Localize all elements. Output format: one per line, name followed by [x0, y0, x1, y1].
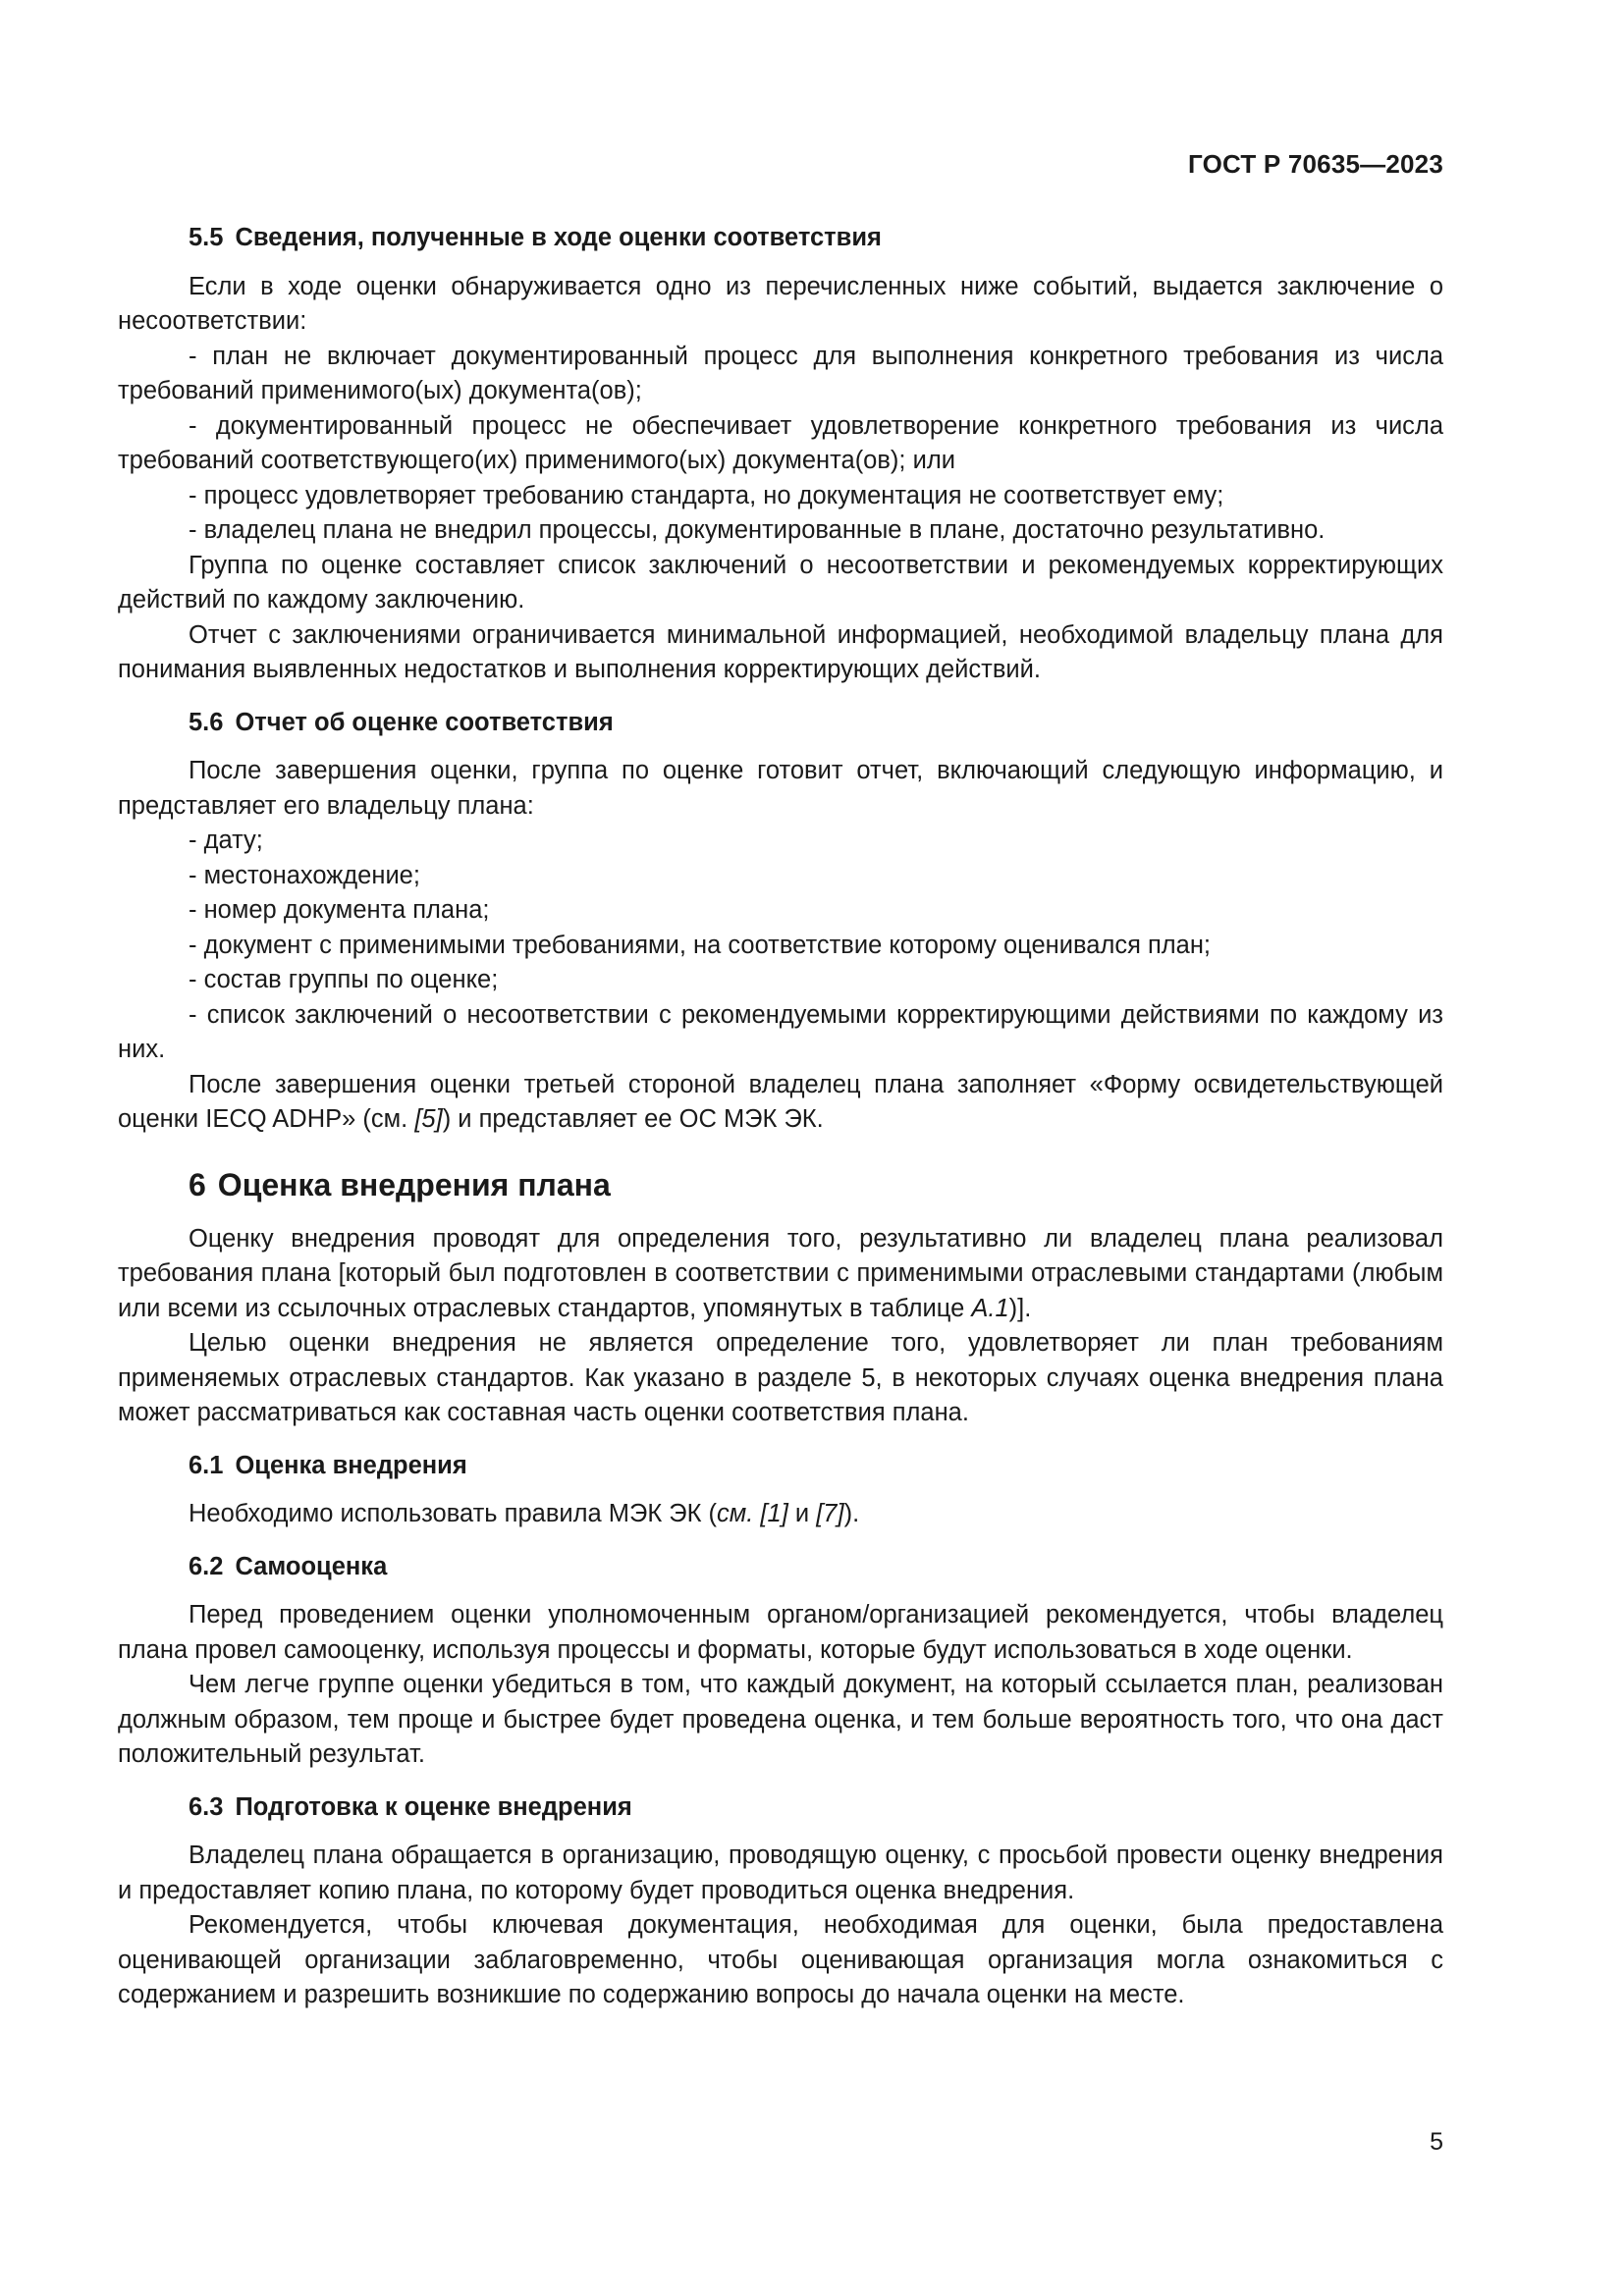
section-5-5-heading: [189, 221, 1443, 256]
section-title: Подготовка к оценке внедрения: [235, 1792, 632, 1821]
list-item: - владелец плана не внедрил процессы, документированные в плане, достаточно результативно.: [189, 516, 1326, 544]
section-6-3-heading: [189, 1790, 1443, 1826]
section-title: Отчет об оценке соответствия: [235, 708, 614, 736]
section-number: 6.1: [189, 1451, 224, 1479]
list-item: - документ с применимыми требованиями, на соответствие которому оценивался план;: [189, 931, 1212, 959]
table-reference: А.1: [971, 1294, 1009, 1322]
paragraph: После завершения оценки, группа по оценке готовит отчет, включающий следующую информацию, и представляет его владельцу плана:: [118, 757, 1443, 820]
list-item: - номер документа плана;: [189, 896, 490, 924]
list-item: - дату;: [189, 827, 263, 854]
paragraph: Группа по оценке составляет список заключений о несоответствии и рекомендуемых корректирующих действий по каждому заключению.: [118, 551, 1443, 614]
list-item: - состав группы по оценке;: [189, 966, 499, 993]
document-body: [118, 221, 1443, 2013]
section-6-heading: [189, 1165, 1443, 1204]
section-number: 5.6: [189, 708, 224, 736]
section-5-6-heading: [189, 706, 1443, 741]
section-number: 6.3: [189, 1792, 224, 1821]
section-6-2-heading: [189, 1550, 1443, 1585]
paragraph: [118, 1222, 1443, 1327]
section-number: 5.5: [189, 224, 224, 251]
paragraph: Если в ходе оценки обнаруживается одно из перечисленных ниже событий, выдается заключение о несоответствии:: [118, 272, 1443, 335]
text-run: )].: [1008, 1294, 1032, 1322]
section-title: Оценка внедрения: [235, 1451, 467, 1479]
section-number: 6.2: [189, 1552, 224, 1580]
reference-link: [5]: [414, 1105, 443, 1133]
paragraph: Чем легче группе оценки убедиться в том, что каждый документ, на который ссылается план, реализован должным образом, тем проще и быстрее будет проведена оценка, и тем больше вероятность того, что она даст положительный результат.: [118, 1671, 1443, 1768]
section-6-1-heading: [189, 1449, 1443, 1484]
list-item: - план не включает документированный процесс для выполнения конкретного требования из числа требований применимого(ых) документа(ов);: [118, 342, 1443, 404]
text-run: ).: [843, 1500, 860, 1527]
paragraph: [118, 1497, 1443, 1532]
list-item: - процесс удовлетворяет требованию стандарта, но документация не соответствует ему;: [189, 481, 1224, 509]
paragraph: Владелец плана обращается в организацию, проводящую оценку, с просьбой провести оценку внедрения и предоставляет копию плана, по которому будет проводиться оценка внедрения.: [118, 1842, 1443, 1904]
paragraph: [118, 1068, 1443, 1138]
paragraph: Целью оценки внедрения не является определение того, удовлетворяет ли план требованиям применяемых отраслевых стандартов. Как указано в разделе 5, в некоторых случаях оценка внедрения плана может рассматриваться как составная часть оценки соответствия плана.: [118, 1329, 1443, 1426]
text-run: Оценку внедрения проводят для определения того, результативно ли владелец плана реализовал требования плана [который был подготовлен в соответствии с применимыми отраслевыми стандартами (любым или всеми из ссылочных отраслевых стандартов, упомянутых в таблице: [118, 1224, 1443, 1322]
page-number: 5: [1430, 2128, 1443, 2156]
reference-link: см. [1]: [717, 1500, 788, 1527]
document-header: ГОСТ Р 70635—2023: [1188, 149, 1443, 179]
reference-link: [7]: [816, 1500, 844, 1527]
text-run: и: [787, 1500, 817, 1527]
list-item: - местонахождение;: [189, 861, 420, 889]
section-number: 6: [189, 1166, 206, 1202]
paragraph: Отчет с заключениями ограничивается минимальной информацией, необходимой владельцу плана для понимания выявленных недостатков и выполнения корректирующих действий.: [118, 620, 1443, 683]
section-title: Сведения, полученные в ходе оценки соответствия: [235, 224, 882, 251]
paragraph: Рекомендуется, чтобы ключевая документация, необходимая для оценки, была предоставлена оценивающей организации заблаговременно, чтобы оценивающая организация могла ознакомиться с содержанием и разрешить возникшие по содержанию вопросы до начала оценки на месте.: [118, 1911, 1443, 2008]
text-run: Необходимо использовать правила МЭК ЭК (: [189, 1500, 718, 1527]
section-title: Оценка внедрения плана: [217, 1166, 611, 1202]
text-run: После завершения оценки третьей стороной владелец плана заполняет «Форму освидетельствующей оценки IECQ ADHP» (см.: [118, 1070, 1443, 1133]
text-run: ) и представляет ее ОС МЭК ЭК.: [442, 1105, 824, 1133]
paragraph: Перед проведением оценки уполномоченным органом/организацией рекомендуется, чтобы владелец плана провел самооценку, используя процессы и форматы, которые будут использоваться в ходе оценки.: [118, 1601, 1443, 1664]
list-item: - список заключений о несоответствии с рекомендуемыми корректирующими действиями по каждому из них.: [118, 1000, 1443, 1063]
list-item: - документированный процесс не обеспечивает удовлетворение конкретного требования из числа требований соответствующего(их) применимого(ых) документа(ов); или: [118, 411, 1443, 474]
section-title: Самооценка: [235, 1552, 388, 1580]
